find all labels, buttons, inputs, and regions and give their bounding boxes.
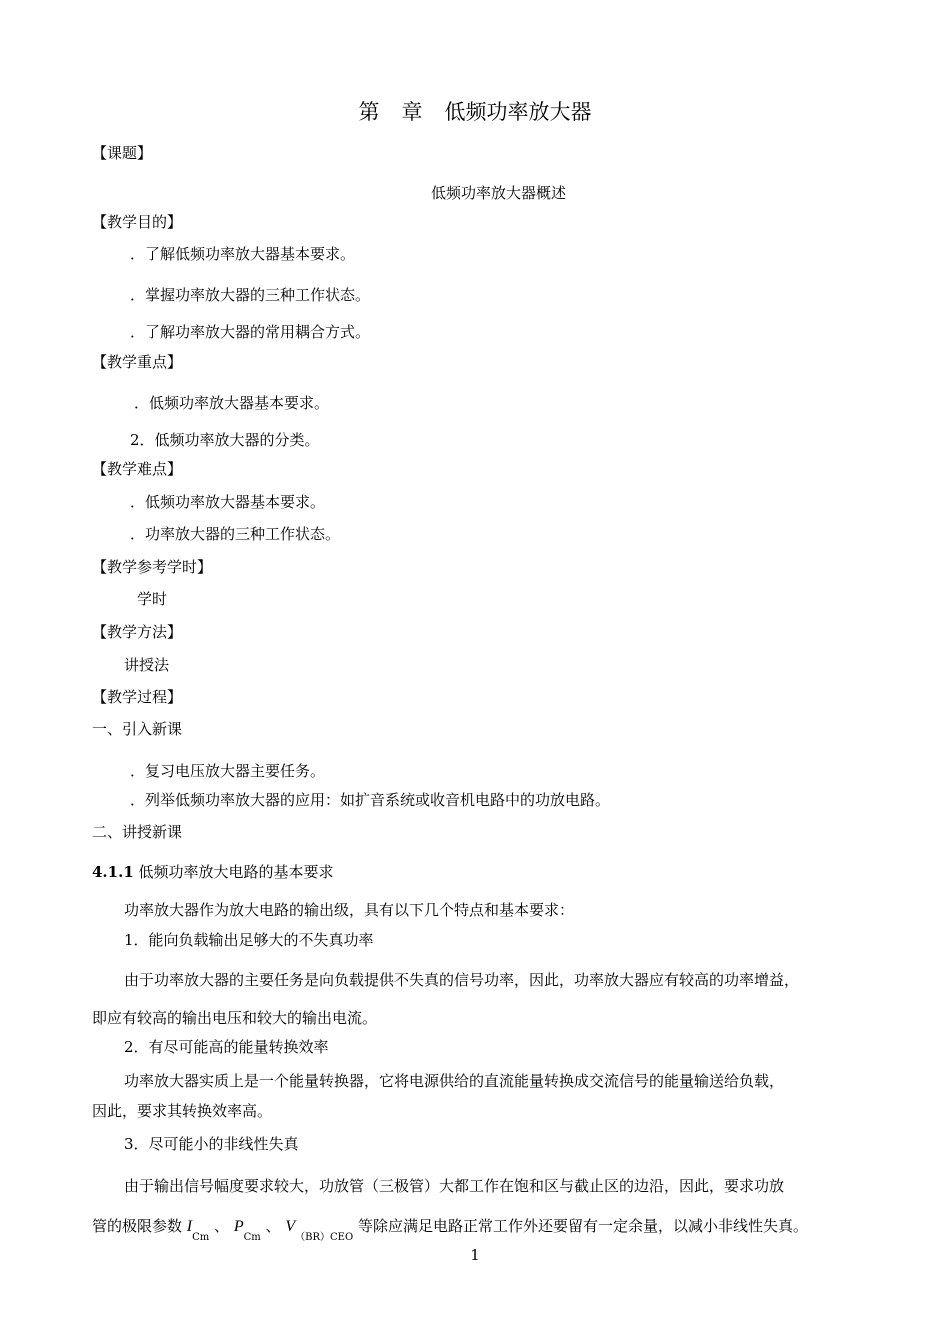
goal-item: ．掌握功率放大器的三种工作状态。 bbox=[130, 286, 371, 304]
limit-params-conclusion: 等除应满足电路正常工作外还要留有一定余量，以减小非线性失真。 bbox=[357, 1217, 808, 1235]
chapter-title-part1: 第 bbox=[358, 100, 380, 124]
part1-header: 一、引入新课 bbox=[92, 720, 183, 738]
requirement-3-text: 由于输出信号幅度要求较大，功放管（三极管）大都工作在饱和区与截止区的边沿，因此，要求功放 bbox=[124, 1177, 785, 1195]
intro-paragraph: 功率放大器作为放大电路的输出级，具有以下几个特点和基本要求： bbox=[124, 901, 575, 919]
chapter-title bbox=[0, 98, 950, 126]
param-pc-subscript: Cm bbox=[243, 1232, 261, 1243]
difficult-item: ．低频功率放大器基本要求。 bbox=[130, 493, 326, 511]
page-number: 1 bbox=[470, 1246, 480, 1264]
intro-item: ．复习电压放大器主要任务。 bbox=[130, 762, 326, 780]
topic-text: 低频功率放大器概述 bbox=[431, 184, 567, 202]
section-number: 4.1.1 bbox=[92, 863, 134, 881]
requirement-2-title: 2．有尽可能高的能量转换效率 bbox=[124, 1038, 329, 1056]
key-item: ．低频功率放大器基本要求。 bbox=[134, 394, 330, 412]
hours-text: 学时 bbox=[137, 590, 168, 608]
param-vceo-subscript: （BR）CEO bbox=[295, 1232, 354, 1243]
key-item: 2．低频功率放大器的分类。 bbox=[130, 431, 320, 449]
param-vceo-symbol: V bbox=[285, 1218, 296, 1235]
chapter-title-part2: 章 bbox=[401, 100, 423, 124]
chapter-title-part3: 低频功率放大器 bbox=[444, 100, 592, 124]
requirement-1-text: 由于功率放大器的主要任务是向负载提供不失真的信号功率，因此，功率放大器应有较高的功率增益， bbox=[124, 971, 800, 989]
requirement-1-text-cont: 即应有较高的输出电压和较大的输出电流。 bbox=[92, 1009, 378, 1027]
goal-item: ．了解功率放大器的常用耦合方式。 bbox=[130, 323, 371, 341]
method-header: 【教学方法】 bbox=[92, 623, 183, 641]
method-text: 讲授法 bbox=[124, 656, 170, 674]
difficult-item: ．功率放大器的三种工作状态。 bbox=[130, 525, 341, 543]
key-header: 【教学重点】 bbox=[92, 353, 183, 371]
intro-item: ．列举低频功率放大器的应用：如扩音系统或收音机电路中的功放电路。 bbox=[130, 791, 611, 809]
requirement-3-title: 3．尽可能小的非线性失真 bbox=[124, 1135, 299, 1153]
requirement-2-text-cont: 因此，要求其转换效率高。 bbox=[92, 1102, 273, 1120]
goal-item: ．了解低频功率放大器基本要求。 bbox=[130, 245, 356, 263]
param-ic-subscript: Cm bbox=[192, 1232, 210, 1243]
limit-params-intro: 管的极限参数 bbox=[92, 1217, 183, 1235]
requirement-3-text-cont bbox=[92, 1216, 808, 1243]
param-pc-symbol: P bbox=[233, 1218, 244, 1235]
hours-header: 【教学参考学时】 bbox=[92, 558, 213, 576]
separator: 、 bbox=[265, 1217, 281, 1235]
process-header: 【教学过程】 bbox=[92, 688, 183, 706]
requirement-1-title: 1．能向负载输出足够大的不失真功率 bbox=[124, 931, 374, 949]
section-heading bbox=[92, 862, 334, 882]
part2-header: 二、讲授新课 bbox=[92, 823, 183, 841]
goals-header: 【教学目的】 bbox=[92, 213, 183, 231]
topic-header: 【课题】 bbox=[92, 144, 153, 162]
section-title: 低频功率放大电路的基本要求 bbox=[138, 863, 334, 881]
param-ic-symbol: I bbox=[186, 1218, 193, 1235]
difficult-header: 【教学难点】 bbox=[92, 460, 183, 478]
requirement-2-text: 功率放大器实质上是一个能量转换器，它将电源供给的直流能量转换成交流信号的能量输送给负载， bbox=[124, 1072, 785, 1090]
separator: 、 bbox=[214, 1217, 230, 1235]
